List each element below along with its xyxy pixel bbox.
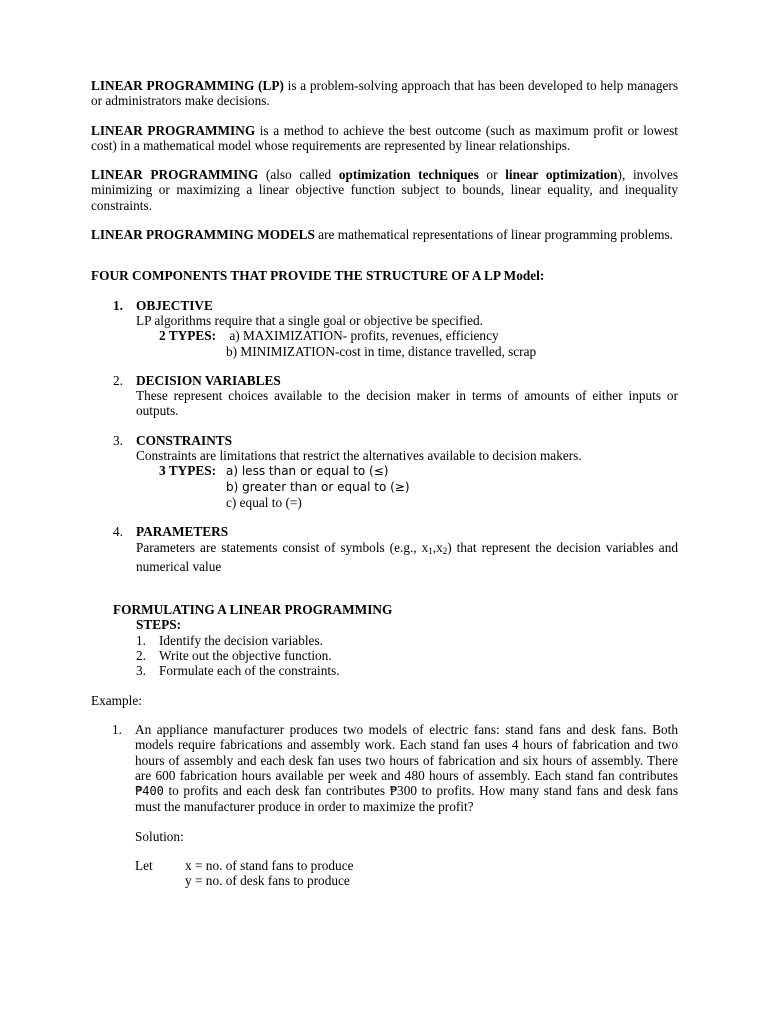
constraint-type-c: c) equal to (=): [226, 494, 302, 510]
example-problem: [135, 722, 678, 815]
section-decision-variables: [113, 373, 678, 419]
section-title: PARAMETERS: [136, 524, 229, 540]
problem-text-b: to profits and each desk fan contributes: [163, 783, 390, 799]
step-item: [136, 633, 678, 648]
intro-paragraph-4: [91, 227, 678, 242]
let-label: Let: [135, 857, 153, 873]
peso-amount-2: ₱300: [389, 783, 417, 799]
let-row-x: [135, 858, 678, 873]
parameters-body: [136, 540, 678, 575]
example-label: Example:: [91, 692, 142, 708]
steps-block: [136, 617, 678, 678]
intro-paragraph-2: [91, 123, 678, 154]
parameters-title-row: [113, 524, 678, 539]
step-text: Write out the objective function.: [159, 648, 332, 664]
section-parameters: [113, 524, 678, 574]
document-page: [91, 78, 678, 889]
objective-title-row: [113, 298, 678, 313]
term-lp: LINEAR PROGRAMMING (LP): [91, 78, 284, 93]
section-title: DECISION VARIABLES: [136, 372, 281, 388]
let-y: y = no. of desk fans to produce: [185, 873, 350, 889]
steps-label: STEPS:: [136, 617, 182, 633]
intro-paragraph-3: [91, 167, 678, 213]
constraints-body: Constraints are limitations that restrict the alternatives available to decision makers.: [136, 448, 582, 464]
example-number: 1.: [112, 721, 122, 737]
let-row-y: [135, 873, 678, 888]
section-number: 1.: [113, 297, 123, 313]
step-number: 2.: [136, 648, 146, 664]
intro-text-1: is a problem-solving approach that has been developed to help managers or administrators make decisions.: [91, 78, 678, 109]
term-lp: LINEAR PROGRAMMING: [91, 167, 259, 183]
let-spacer: [135, 873, 185, 888]
objective-body: LP algorithms require that a single goal or objective be specified.: [136, 312, 483, 328]
term-lp-models: LINEAR PROGRAMMING MODELS: [91, 227, 315, 243]
components-heading: FOUR COMPONENTS THAT PROVIDE THE STRUCTURE OF A LP Model:: [91, 268, 545, 284]
objective-types-row: [159, 328, 678, 343]
solution-label: Solution:: [135, 828, 184, 844]
section-title: OBJECTIVE: [136, 297, 213, 313]
section-number: 4.: [113, 524, 123, 540]
problem-text-c: to profits. How many stand fans and desk fans must the manufacturer produce in order to maximize the profit?: [135, 783, 678, 815]
step-item: [136, 663, 678, 678]
section-formulating: [113, 602, 678, 678]
section-objective: [113, 298, 678, 359]
decision-vars-title-row: [113, 373, 678, 388]
intro-text-3c: ), involves minimizing or maximizing a linear objective function subject to bounds, linear equality, and inequality constraints.: [91, 167, 678, 213]
formulating-title: FORMULATING A LINEAR PROGRAMMING: [113, 602, 393, 618]
subscript-2: 2: [442, 545, 448, 556]
constraint-type-a: a) less than or equal to (≤): [226, 464, 389, 479]
constraints-title-row: [113, 433, 678, 448]
objective-type-b: b) MINIMIZATION-cost in time, distance travelled, scrap: [226, 343, 537, 359]
section-number: 2.: [113, 372, 123, 388]
example-item: [91, 722, 678, 889]
constraint-type-b: b) greater than or equal to (≥): [226, 479, 410, 494]
section-title: CONSTRAINTS: [136, 432, 233, 448]
types-label: 2 TYPES:: [159, 328, 217, 344]
subscript-1: 1: [428, 545, 433, 556]
term-linear-optimization: linear optimization: [505, 167, 618, 183]
let-x: x = no. of stand fans to produce: [185, 857, 354, 873]
term-optimization-techniques: optimization techniques: [338, 167, 479, 183]
term-lp: LINEAR PROGRAMMING: [91, 122, 256, 138]
peso-amount-1: ₱400: [135, 784, 164, 799]
decision-vars-body: These represent choices available to the decision maker in terms of amounts of either inputs or outputs.: [136, 388, 678, 419]
constraints-types-row: [159, 463, 678, 479]
step-item: [136, 648, 678, 663]
section-number: 3.: [113, 432, 123, 448]
step-number: 1.: [136, 632, 146, 648]
intro-text-3b: or: [478, 167, 506, 183]
parameters-text-b: ,x: [432, 539, 443, 555]
parameters-text-c: ) that represent the decision variables and numerical value: [136, 539, 678, 574]
intro-text-4: are mathematical representations of linear programming problems.: [314, 227, 673, 243]
intro-paragraph-1: [91, 78, 678, 109]
step-text: Formulate each of the constraints.: [159, 663, 340, 679]
section-constraints: [113, 433, 678, 510]
example-content: [135, 722, 678, 889]
types-label: 3 TYPES:: [159, 463, 217, 479]
intro-text-3a: (also called: [258, 167, 339, 183]
intro-text-2: is a method to achieve the best outcome (such as maximum profit or lowest cost) in a mathematical model whose requirements are represented by linear relationships.: [91, 122, 679, 153]
problem-text-a: An appliance manufacturer produces two models of electric fans: stand fans and desk fans. Both models require fabrications and assembly work. Each stand fan uses 4 hours of fabrication and two hours of assembly and each desk fan uses two hours of fabrication and six hours of assembly. There are 600 fabrication hours available per week and 480 hours of assembly. Each stand fan contributes: [135, 721, 678, 783]
objective-type-a: a) MAXIMIZATION- profits, revenues, efficiency: [226, 328, 499, 344]
step-text: Identify the decision variables.: [159, 632, 323, 648]
parameters-text-a: Parameters are statements consist of symbols (e.g., x: [136, 539, 429, 555]
step-number: 3.: [136, 663, 146, 679]
let-block: [135, 858, 678, 889]
